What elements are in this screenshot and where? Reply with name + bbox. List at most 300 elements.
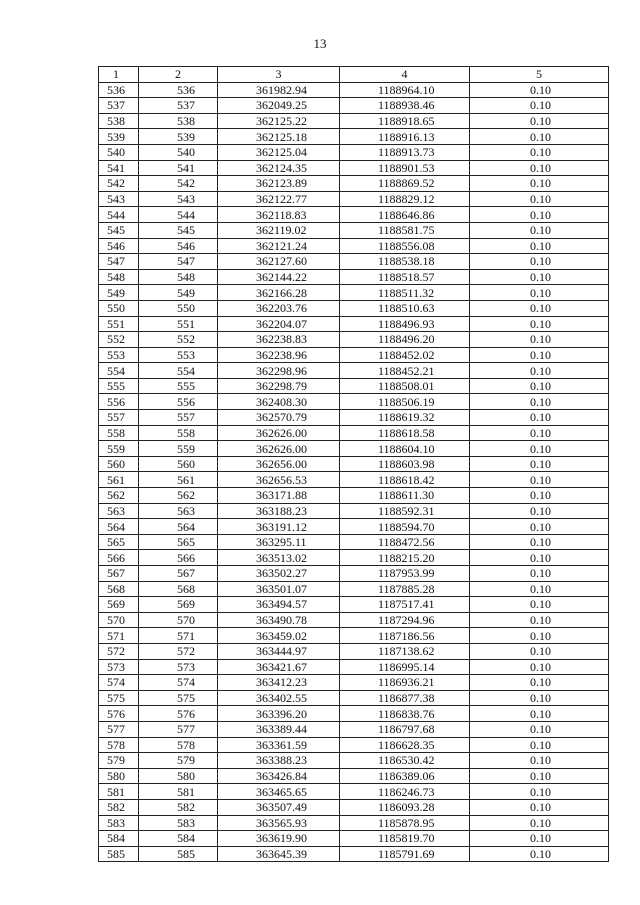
table-cell: 0.10 [470,659,609,675]
table-cell: 580 [99,768,139,784]
table-cell: 543 [99,191,139,207]
table-cell: 0.10 [470,550,609,566]
table-cell: 579 [99,753,139,769]
table-row [99,441,609,457]
table-cell: 363502.27 [218,566,340,582]
table-cell: 1188901.53 [340,160,470,176]
table-cell: 1187294.96 [340,612,470,628]
table-cell: 1186838.76 [340,706,470,722]
table-cell: 553 [139,347,218,363]
table-row [99,410,609,426]
table-row [99,300,609,316]
table-cell: 362124.35 [218,160,340,176]
table-cell: 363402.55 [218,690,340,706]
table-row [99,160,609,176]
table-cell: 362125.04 [218,144,340,160]
table-cell: 566 [99,550,139,566]
table-cell: 556 [139,394,218,410]
column-header-4: 4 [340,67,470,83]
table-cell: 362166.28 [218,285,340,301]
table-cell: 362203.76 [218,300,340,316]
table-cell: 0.10 [470,831,609,847]
table-cell: 0.10 [470,566,609,582]
table-cell: 363490.78 [218,612,340,628]
table-row [99,628,609,644]
table-cell: 543 [139,191,218,207]
table-cell: 556 [99,394,139,410]
table-cell: 584 [99,831,139,847]
table-cell: 0.10 [470,410,609,426]
table-cell: 579 [139,753,218,769]
table-cell: 560 [139,456,218,472]
table-row [99,269,609,285]
table-cell: 574 [139,675,218,691]
table-cell: 0.10 [470,222,609,238]
table-cell: 546 [99,238,139,254]
table-cell: 540 [99,144,139,160]
table-cell: 1188496.93 [340,316,470,332]
table-row [99,394,609,410]
table-row [99,753,609,769]
table-cell: 549 [99,285,139,301]
table-cell: 544 [139,207,218,223]
table-cell: 0.10 [470,98,609,114]
table-cell: 0.10 [470,238,609,254]
table-cell: 1188452.02 [340,347,470,363]
table-cell: 561 [139,472,218,488]
table-cell: 363396.20 [218,706,340,722]
table-cell: 361982.94 [218,82,340,98]
table-row [99,659,609,675]
table-cell: 551 [99,316,139,332]
table-cell: 537 [139,98,218,114]
table-cell: 0.10 [470,846,609,862]
table-cell: 544 [99,207,139,223]
table-cell: 545 [99,222,139,238]
table-cell: 542 [139,176,218,192]
table-cell: 569 [99,597,139,613]
table-cell: 362298.96 [218,363,340,379]
table-cell: 1185878.95 [340,815,470,831]
table-row [99,846,609,862]
table-cell: 0.10 [470,581,609,597]
table-cell: 576 [99,706,139,722]
table-row [99,566,609,582]
table-cell: 362656.53 [218,472,340,488]
table-cell: 570 [99,612,139,628]
table-cell: 0.10 [470,456,609,472]
table-cell: 582 [99,799,139,815]
table-cell: 1188829.12 [340,191,470,207]
table-row [99,363,609,379]
table-cell: 362626.00 [218,441,340,457]
table-cell: 1187517.41 [340,597,470,613]
table-row [99,238,609,254]
table-cell: 553 [99,347,139,363]
table-cell: 0.10 [470,737,609,753]
table-cell: 573 [139,659,218,675]
table-cell: 569 [139,597,218,613]
table-cell: 1188604.10 [340,441,470,457]
table-cell: 571 [99,628,139,644]
table-cell: 585 [139,846,218,862]
table-cell: 0.10 [470,207,609,223]
table-cell: 554 [99,363,139,379]
table-cell: 558 [139,425,218,441]
table-cell: 1188938.46 [340,98,470,114]
table-cell: 0.10 [470,597,609,613]
table-cell: 362298.79 [218,378,340,394]
table-cell: 0.10 [470,425,609,441]
table-cell: 363459.02 [218,628,340,644]
table-cell: 567 [139,566,218,582]
table-cell: 363494.57 [218,597,340,613]
table-row [99,597,609,613]
table-cell: 362238.96 [218,347,340,363]
table-row [99,534,609,550]
table-cell: 557 [139,410,218,426]
table-cell: 1187953.99 [340,566,470,582]
table-cell: 558 [99,425,139,441]
table-cell: 1186246.73 [340,784,470,800]
coordinates-table [98,66,609,862]
table-cell: 540 [139,144,218,160]
table-cell: 363426.84 [218,768,340,784]
table-cell: 1188510.63 [340,300,470,316]
table-cell: 584 [139,831,218,847]
table-row [99,799,609,815]
table-cell: 1188918.65 [340,113,470,129]
table-cell: 363645.39 [218,846,340,862]
table-cell: 564 [139,519,218,535]
table-row [99,207,609,223]
table-cell: 0.10 [470,176,609,192]
table-cell: 363513.02 [218,550,340,566]
table-cell: 1188646.86 [340,207,470,223]
table-cell: 565 [99,534,139,550]
table-cell: 1186936.21 [340,675,470,691]
table-cell: 1185819.70 [340,831,470,847]
table-cell: 1188913.73 [340,144,470,160]
table-cell: 545 [139,222,218,238]
table-cell: 583 [99,815,139,831]
table-cell: 1186797.68 [340,721,470,737]
table-cell: 0.10 [470,129,609,145]
table-cell: 362238.83 [218,332,340,348]
table-cell: 0.10 [470,519,609,535]
table-cell: 585 [99,846,139,862]
table-cell: 567 [99,566,139,582]
table-cell: 0.10 [470,378,609,394]
table-cell: 0.10 [470,316,609,332]
table-cell: 561 [99,472,139,488]
table-cell: 539 [99,129,139,145]
table-cell: 1188472.56 [340,534,470,550]
table-cell: 576 [139,706,218,722]
table-cell: 0.10 [470,394,609,410]
table-row [99,113,609,129]
table-cell: 0.10 [470,753,609,769]
table-cell: 363421.67 [218,659,340,675]
table-cell: 362127.60 [218,254,340,270]
table-cell: 0.10 [470,285,609,301]
column-header-5: 5 [470,67,609,83]
table-cell: 538 [139,113,218,129]
table-cell: 1188496.20 [340,332,470,348]
table-cell: 362118.83 [218,207,340,223]
table-cell: 1188581.75 [340,222,470,238]
table-cell: 1188603.98 [340,456,470,472]
table-row [99,144,609,160]
table-cell: 362125.22 [218,113,340,129]
table-row [99,254,609,270]
table-cell: 547 [139,254,218,270]
table-cell: 0.10 [470,643,609,659]
table-row [99,347,609,363]
table-cell: 574 [99,675,139,691]
table-cell: 363191.12 [218,519,340,535]
table-cell: 548 [99,269,139,285]
table-cell: 363171.88 [218,488,340,504]
table-cell: 0.10 [470,113,609,129]
table-cell: 0.10 [470,534,609,550]
table-cell: 1188556.08 [340,238,470,254]
table-cell: 1185791.69 [340,846,470,862]
table-cell: 1188618.42 [340,472,470,488]
table-cell: 1186530.42 [340,753,470,769]
table-row [99,706,609,722]
table-cell: 1188964.10 [340,82,470,98]
table-row [99,488,609,504]
column-header-1: 1 [99,67,139,83]
table-cell: 541 [99,160,139,176]
table-cell: 1188506.19 [340,394,470,410]
table-cell: 1186995.14 [340,659,470,675]
table-cell: 0.10 [470,300,609,316]
table-cell: 0.10 [470,347,609,363]
table-cell: 583 [139,815,218,831]
table-cell: 362408.30 [218,394,340,410]
table-cell: 363444.97 [218,643,340,659]
table-cell: 0.10 [470,503,609,519]
table-cell: 1188508.01 [340,378,470,394]
table-cell: 362119.02 [218,222,340,238]
table-row [99,472,609,488]
table-cell: 557 [99,410,139,426]
table-cell: 575 [99,690,139,706]
table-row [99,737,609,753]
table-cell: 547 [99,254,139,270]
table-body [99,82,609,862]
table-cell: 363507.49 [218,799,340,815]
table-cell: 0.10 [470,441,609,457]
table-cell: 363295.11 [218,534,340,550]
table-cell: 362570.79 [218,410,340,426]
table-cell: 363565.93 [218,815,340,831]
table-cell: 0.10 [470,815,609,831]
table-row [99,191,609,207]
table-cell: 1188511.32 [340,285,470,301]
column-header-3: 3 [218,67,340,83]
table-cell: 0.10 [470,675,609,691]
table-cell: 1187138.62 [340,643,470,659]
table-cell: 1187885.28 [340,581,470,597]
table-row [99,129,609,145]
table-cell: 1188215.20 [340,550,470,566]
table-cell: 554 [139,363,218,379]
table-cell: 550 [99,300,139,316]
table-cell: 0.10 [470,363,609,379]
column-header-2: 2 [139,67,218,83]
page-number: 13 [313,36,327,51]
table-cell: 572 [99,643,139,659]
table-cell: 537 [99,98,139,114]
table-cell: 362656.00 [218,456,340,472]
table-cell: 0.10 [470,160,609,176]
table-cell: 563 [99,503,139,519]
table-cell: 541 [139,160,218,176]
table-row [99,285,609,301]
table-cell: 0.10 [470,768,609,784]
table-cell: 542 [99,176,139,192]
table-row [99,503,609,519]
table-cell: 0.10 [470,612,609,628]
table-cell: 562 [139,488,218,504]
table-cell: 0.10 [470,799,609,815]
table-row [99,612,609,628]
table-cell: 363465.65 [218,784,340,800]
table-cell: 0.10 [470,269,609,285]
table-cell: 538 [99,113,139,129]
table-cell: 362049.25 [218,98,340,114]
table-cell: 363188.23 [218,503,340,519]
table-row [99,550,609,566]
table-cell: 362121.24 [218,238,340,254]
table-row [99,425,609,441]
table-row [99,815,609,831]
table-cell: 572 [139,643,218,659]
table-cell: 1186628.35 [340,737,470,753]
table-cell: 362122.77 [218,191,340,207]
table-cell: 1186877.38 [340,690,470,706]
table-cell: 536 [99,82,139,98]
table-cell: 363361.59 [218,737,340,753]
table-cell: 362204.07 [218,316,340,332]
table-row [99,456,609,472]
table-cell: 363388.23 [218,753,340,769]
table-cell: 575 [139,690,218,706]
table-cell: 563 [139,503,218,519]
table-cell: 0.10 [470,191,609,207]
table-row [99,721,609,737]
table-row [99,98,609,114]
table-header-row [99,67,609,83]
table-cell: 550 [139,300,218,316]
table-row [99,690,609,706]
table-cell: 559 [139,441,218,457]
table-cell: 562 [99,488,139,504]
table-cell: 549 [139,285,218,301]
table-row [99,316,609,332]
table-cell: 577 [139,721,218,737]
table-cell: 1188619.32 [340,410,470,426]
table-cell: 551 [139,316,218,332]
table-row [99,675,609,691]
table-cell: 1186389.06 [340,768,470,784]
table-cell: 363619.90 [218,831,340,847]
table-cell: 1188611.30 [340,488,470,504]
table-cell: 581 [139,784,218,800]
table-row [99,831,609,847]
table-cell: 1188618.58 [340,425,470,441]
table-row [99,332,609,348]
table-cell: 0.10 [470,706,609,722]
table-row [99,222,609,238]
table-cell: 0.10 [470,488,609,504]
table-cell: 580 [139,768,218,784]
table-cell: 578 [99,737,139,753]
table-cell: 1188916.13 [340,129,470,145]
table-cell: 0.10 [470,82,609,98]
table-cell: 564 [99,519,139,535]
table-cell: 577 [99,721,139,737]
table-cell: 0.10 [470,690,609,706]
table-cell: 1188518.57 [340,269,470,285]
table-cell: 568 [99,581,139,597]
table-cell: 555 [139,378,218,394]
table-cell: 363501.07 [218,581,340,597]
table-cell: 565 [139,534,218,550]
table-cell: 552 [139,332,218,348]
table-cell: 578 [139,737,218,753]
table-cell: 363389.44 [218,721,340,737]
table-cell: 0.10 [470,784,609,800]
table-cell: 536 [139,82,218,98]
table-cell: 0.10 [470,332,609,348]
table-cell: 555 [99,378,139,394]
table-cell: 559 [99,441,139,457]
table-cell: 362123.89 [218,176,340,192]
table-cell: 0.10 [470,628,609,644]
table-cell: 1188452.21 [340,363,470,379]
table-cell: 571 [139,628,218,644]
table-cell: 1186093.28 [340,799,470,815]
table-cell: 0.10 [470,254,609,270]
table-row [99,581,609,597]
table-cell: 362626.00 [218,425,340,441]
table-row [99,82,609,98]
table-row [99,768,609,784]
table-cell: 0.10 [470,721,609,737]
table-cell: 1188869.52 [340,176,470,192]
table-cell: 546 [139,238,218,254]
table-row [99,784,609,800]
table-cell: 582 [139,799,218,815]
table-cell: 1187186.56 [340,628,470,644]
table-cell: 581 [99,784,139,800]
table-cell: 0.10 [470,144,609,160]
table-cell: 363412.23 [218,675,340,691]
table-cell: 560 [99,456,139,472]
table-cell: 1188592.31 [340,503,470,519]
table-cell: 552 [99,332,139,348]
table-cell: 570 [139,612,218,628]
table-cell: 548 [139,269,218,285]
table-row [99,519,609,535]
table-cell: 362144.22 [218,269,340,285]
table-cell: 1188538.18 [340,254,470,270]
table-cell: 566 [139,550,218,566]
